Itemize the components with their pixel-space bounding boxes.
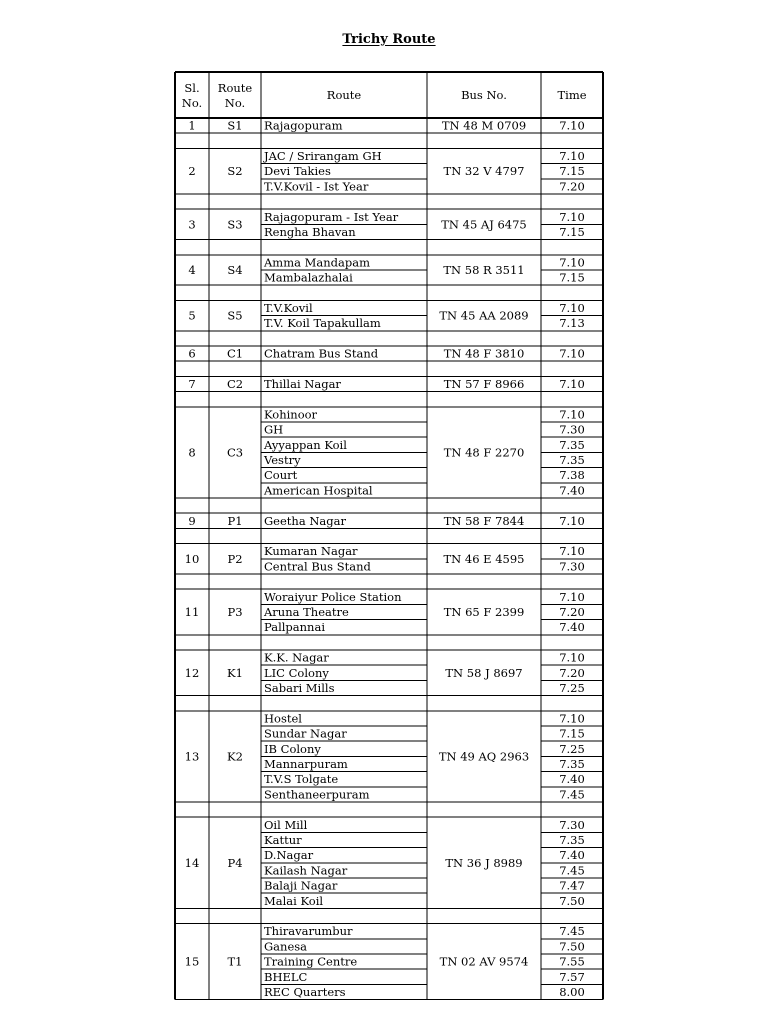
cell-stop-name: Mannarpuram bbox=[264, 757, 348, 771]
cell-time: 7.15 bbox=[559, 164, 585, 179]
cell-time: 7.10 bbox=[559, 711, 585, 726]
cell-bus-no: TN 65 F 2399 bbox=[443, 605, 525, 619]
cell-time: 7.15 bbox=[559, 726, 585, 741]
cell-stop-name: T.V.Kovil - Ist Year bbox=[264, 179, 369, 194]
cell-time: 7.25 bbox=[559, 681, 585, 695]
cell-time: 7.35 bbox=[559, 437, 585, 452]
cell-stop-name: T.V.Kovil bbox=[264, 301, 313, 315]
cell-time: 7.10 bbox=[559, 118, 585, 133]
cell-time: 7.10 bbox=[559, 149, 585, 163]
cell-stop-name: Hostel bbox=[264, 711, 302, 726]
cell-stop-name: Vestry bbox=[264, 453, 301, 467]
cell-time: 7.20 bbox=[559, 605, 585, 619]
cell-bus-no: TN 57 F 8966 bbox=[443, 377, 525, 391]
cell-time: 7.10 bbox=[559, 407, 585, 422]
cell-route-no: S5 bbox=[227, 308, 243, 323]
cell-stop-name: Thiravarumbur bbox=[264, 924, 353, 939]
header-route-no: Route bbox=[217, 81, 253, 95]
cell-route-no: P4 bbox=[227, 855, 243, 870]
cell-route-no: T1 bbox=[227, 954, 243, 969]
cell-route-no: S1 bbox=[227, 118, 243, 133]
cell-stop-name: Rajagopuram bbox=[264, 118, 343, 133]
cell-stop-name: Senthaneerpuram bbox=[264, 787, 370, 802]
cell-bus-no: TN 48 F 2270 bbox=[443, 445, 525, 460]
cell-bus-no: TN 32 V 4797 bbox=[443, 164, 525, 179]
cell-sl-no: 2 bbox=[188, 164, 196, 179]
cell-stop-name: T.V. Koil Tapakullam bbox=[264, 316, 381, 331]
cell-bus-no: TN 48 F 3810 bbox=[443, 346, 525, 361]
cell-stop-name: Central Bus Stand bbox=[264, 559, 371, 574]
cell-stop-name: Training Centre bbox=[264, 954, 358, 969]
cell-stop-name: LIC Colony bbox=[264, 665, 329, 680]
cell-sl-no: 11 bbox=[184, 605, 200, 619]
cell-time: 7.50 bbox=[559, 939, 585, 954]
cell-time: 7.10 bbox=[559, 301, 585, 315]
cell-time: 7.10 bbox=[559, 589, 585, 604]
cell-time: 7.40 bbox=[559, 848, 585, 863]
cell-time: 7.45 bbox=[559, 924, 585, 939]
cell-sl-no: 3 bbox=[188, 217, 196, 232]
cell-route-no: P3 bbox=[227, 605, 243, 619]
cell-time: 7.10 bbox=[559, 346, 585, 361]
cell-stop-name: Rajagopuram - Ist Year bbox=[264, 209, 399, 224]
cell-time: 7.57 bbox=[559, 969, 585, 984]
cell-stop-name: Ayyappan Koil bbox=[264, 437, 347, 452]
cell-stop-name: Balaji Nagar bbox=[264, 878, 338, 893]
cell-sl-no: 7 bbox=[188, 377, 196, 391]
cell-route-no: P2 bbox=[227, 551, 243, 566]
cell-time: 8.00 bbox=[559, 985, 585, 999]
cell-bus-no: TN 45 AA 2089 bbox=[439, 308, 529, 323]
cell-time: 7.38 bbox=[559, 468, 585, 483]
cell-route-no: K2 bbox=[227, 749, 243, 764]
cell-time: 7.45 bbox=[559, 787, 585, 802]
cell-route-no: K1 bbox=[227, 665, 243, 680]
cell-stop-name: Kattur bbox=[264, 833, 302, 847]
cell-route-no: S3 bbox=[227, 217, 243, 232]
cell-stop-name: K.K. Nagar bbox=[264, 650, 329, 665]
header-bus-no: Bus No. bbox=[461, 88, 507, 102]
header-route: Route bbox=[326, 88, 362, 102]
header-sl-no: No. bbox=[181, 96, 203, 110]
cell-time: 7.35 bbox=[559, 833, 585, 847]
cell-sl-no: 4 bbox=[188, 263, 196, 277]
cell-stop-name: BHELC bbox=[264, 969, 308, 984]
cell-time: 7.40 bbox=[559, 620, 585, 635]
cell-stop-name: Amma Mandapam bbox=[264, 255, 371, 270]
cell-stop-name: Rengha Bhavan bbox=[264, 225, 356, 239]
cell-stop-name: T.V.S Tolgate bbox=[264, 772, 339, 787]
header-time: Time bbox=[557, 88, 587, 102]
cell-stop-name: Sabari Mills bbox=[264, 681, 335, 695]
cell-time: 7.15 bbox=[559, 225, 585, 239]
cell-time: 7.40 bbox=[559, 483, 585, 498]
header-route-no: No. bbox=[224, 96, 246, 110]
cell-time: 7.10 bbox=[559, 377, 585, 391]
cell-stop-name: JAC / Srirangam GH bbox=[264, 149, 382, 163]
cell-time: 7.25 bbox=[559, 741, 585, 756]
cell-bus-no: TN 45 AJ 6475 bbox=[441, 217, 527, 232]
cell-sl-no: 5 bbox=[188, 308, 196, 323]
cell-stop-name: Aruna Theatre bbox=[264, 605, 349, 619]
cell-stop-name: Woraiyur Police Station bbox=[264, 589, 402, 604]
cell-route-no: S2 bbox=[227, 164, 243, 179]
cell-stop-name: Geetha Nagar bbox=[264, 513, 346, 528]
cell-bus-no: TN 58 J 8697 bbox=[445, 665, 523, 680]
cell-time: 7.30 bbox=[559, 422, 585, 437]
cell-sl-no: 15 bbox=[184, 954, 200, 969]
cell-time: 7.55 bbox=[559, 954, 585, 969]
cell-stop-name: Devi Takies bbox=[264, 164, 331, 179]
cell-sl-no: 14 bbox=[184, 855, 200, 870]
cell-time: 7.13 bbox=[559, 316, 585, 331]
cell-time: 7.10 bbox=[559, 209, 585, 224]
cell-route-no: C3 bbox=[226, 445, 244, 460]
cell-sl-no: 1 bbox=[188, 118, 196, 133]
cell-bus-no: TN 46 E 4595 bbox=[443, 551, 525, 566]
cell-sl-no: 10 bbox=[184, 551, 200, 566]
cell-time: 7.45 bbox=[559, 863, 585, 878]
cell-stop-name: Kailash Nagar bbox=[264, 863, 348, 878]
cell-stop-name: D.Nagar bbox=[264, 848, 314, 863]
cell-stop-name: REC Quarters bbox=[264, 985, 346, 999]
cell-time: 7.35 bbox=[559, 757, 585, 771]
cell-time: 7.30 bbox=[559, 817, 585, 832]
cell-time: 7.30 bbox=[559, 559, 585, 574]
cell-route-no: P1 bbox=[227, 513, 243, 528]
cell-sl-no: 13 bbox=[184, 749, 200, 764]
cell-stop-name: GH bbox=[264, 422, 284, 437]
cell-time: 7.10 bbox=[559, 513, 585, 528]
cell-time: 7.47 bbox=[559, 878, 585, 893]
cell-stop-name: Thillai Nagar bbox=[264, 377, 341, 391]
cell-sl-no: 6 bbox=[188, 346, 196, 361]
cell-bus-no: TN 49 AQ 2963 bbox=[438, 749, 530, 764]
cell-bus-no: TN 58 R 3511 bbox=[443, 263, 525, 277]
cell-stop-name: Sundar Nagar bbox=[264, 726, 347, 741]
cell-stop-name: Ganesa bbox=[264, 939, 308, 954]
cell-bus-no: TN 02 AV 9574 bbox=[439, 954, 529, 969]
cell-bus-no: TN 36 J 8989 bbox=[445, 855, 523, 870]
cell-stop-name: Kohinoor bbox=[264, 407, 318, 422]
cell-bus-no: TN 48 M 0709 bbox=[441, 118, 527, 133]
cell-route-no: S4 bbox=[227, 263, 243, 277]
cell-route-no: C2 bbox=[226, 377, 244, 391]
cell-time: 7.35 bbox=[559, 453, 585, 467]
cell-sl-no: 12 bbox=[184, 665, 200, 680]
cell-time: 7.10 bbox=[559, 544, 585, 559]
cell-time: 7.20 bbox=[559, 179, 585, 194]
page-title: Trichy Route bbox=[342, 32, 436, 47]
cell-stop-name: Kumaran Nagar bbox=[264, 544, 358, 559]
cell-stop-name: Chatram Bus Stand bbox=[264, 346, 379, 361]
cell-bus-no: TN 58 F 7844 bbox=[443, 513, 525, 528]
cell-sl-no: 9 bbox=[188, 513, 196, 528]
cell-time: 7.20 bbox=[559, 665, 585, 680]
cell-stop-name: Mambalazhalai bbox=[264, 270, 353, 285]
header-sl-no: Sl. bbox=[184, 81, 200, 95]
cell-time: 7.10 bbox=[559, 650, 585, 665]
cell-stop-name: Pallpannai bbox=[264, 620, 325, 635]
cell-stop-name: IB Colony bbox=[264, 741, 321, 756]
cell-route-no: C1 bbox=[226, 346, 244, 361]
cell-stop-name: Malai Koil bbox=[264, 893, 324, 908]
cell-time: 7.40 bbox=[559, 772, 585, 787]
cell-stop-name: American Hospital bbox=[264, 483, 373, 498]
cell-time: 7.10 bbox=[559, 255, 585, 270]
cell-stop-name: Oil Mill bbox=[264, 817, 308, 832]
cell-sl-no: 8 bbox=[188, 445, 196, 460]
cell-time: 7.50 bbox=[559, 893, 585, 908]
cell-time: 7.15 bbox=[559, 270, 585, 285]
cell-stop-name: Court bbox=[264, 468, 298, 483]
